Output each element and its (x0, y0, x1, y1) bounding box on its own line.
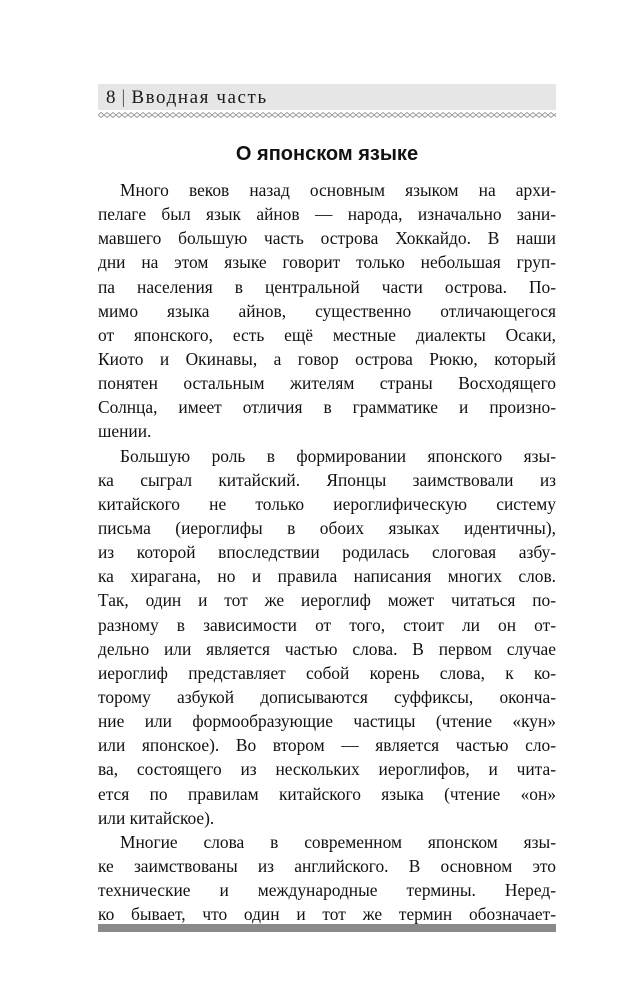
page-number: 8 (106, 87, 116, 108)
text-line: Киото и Окинавы, а говор острова Рюкю, который (98, 348, 556, 369)
text-line: ва, состоящего из нескольких иероглифов, и чита- (98, 759, 556, 780)
text-line: технические и международные термины. Неред- (98, 880, 556, 901)
text-line: дельно или является частью слова. В первом случае (98, 638, 556, 659)
footer-rule (98, 924, 556, 932)
header-separator: | (121, 87, 126, 108)
section-title: Вводная часть (131, 87, 268, 108)
text-line: пелаге был язык айнов — народа, изначально зани- (98, 204, 556, 225)
text-line: Так, один и тот же иероглиф может читаться по- (98, 590, 556, 611)
text-line: или японское). Во втором — является частью сло- (98, 735, 556, 756)
text-line: мимо языка айнов, существенно отличающегося (98, 300, 556, 321)
text-line: Солнца, имеет отличия в грамматике и произно- (98, 397, 556, 418)
chapter-title: О японском языке (235, 143, 419, 165)
text-line: ко бывает, что один и тот же термин обозначает- (98, 904, 556, 925)
text-line: па населения в центральной части острова. По- (98, 276, 556, 297)
body-text (98, 178, 556, 926)
running-header (106, 84, 268, 110)
text-line: китайского не только иероглифическую систему (98, 493, 556, 514)
text-line: разному в зависимости от того, стоит ли он от- (98, 614, 556, 635)
text-line: ке заимствованы из английского. В основном это (98, 855, 556, 876)
text-line: Большую роль в формировании японского язы- (120, 445, 556, 466)
text-line: ка сыграл китайский. Японцы заимствовали из (98, 469, 556, 490)
text-line: понятен остальным жителям страны Восходящего (98, 373, 556, 394)
text-line: дни на этом языке говорит только небольшая груп- (98, 252, 556, 273)
text-line: ется по правилам китайского языка (чтение «он» (98, 783, 556, 804)
text-line: письма (иероглифы в обоих языках идентичны), (98, 517, 556, 538)
text-line: из которой впоследствии родилась слоговая азбу- (98, 542, 556, 563)
text-line: шении. (98, 421, 152, 442)
text-line: или китайское). (98, 807, 215, 828)
text-line: мавшего большую часть острова Хоккайдо. В наши (98, 228, 556, 249)
text-line: Много веков назад основным языком на архи- (120, 180, 556, 200)
text-line: Многие слова в современном японском язы- (120, 831, 556, 852)
text-line: иероглиф представляет собой корень слова, к ко- (98, 662, 556, 683)
text-line: торому азбукой дописываются суффиксы, оконча- (98, 686, 556, 707)
text-line: ние или формообразующие частицы (чтение «кун» (98, 711, 556, 732)
text-line: от японского, есть ещё местные диалекты Осаки, (98, 324, 556, 345)
text-line: ка хирагана, но и правила написания многих слов. (98, 566, 556, 587)
header-ornament-rule (98, 111, 556, 119)
